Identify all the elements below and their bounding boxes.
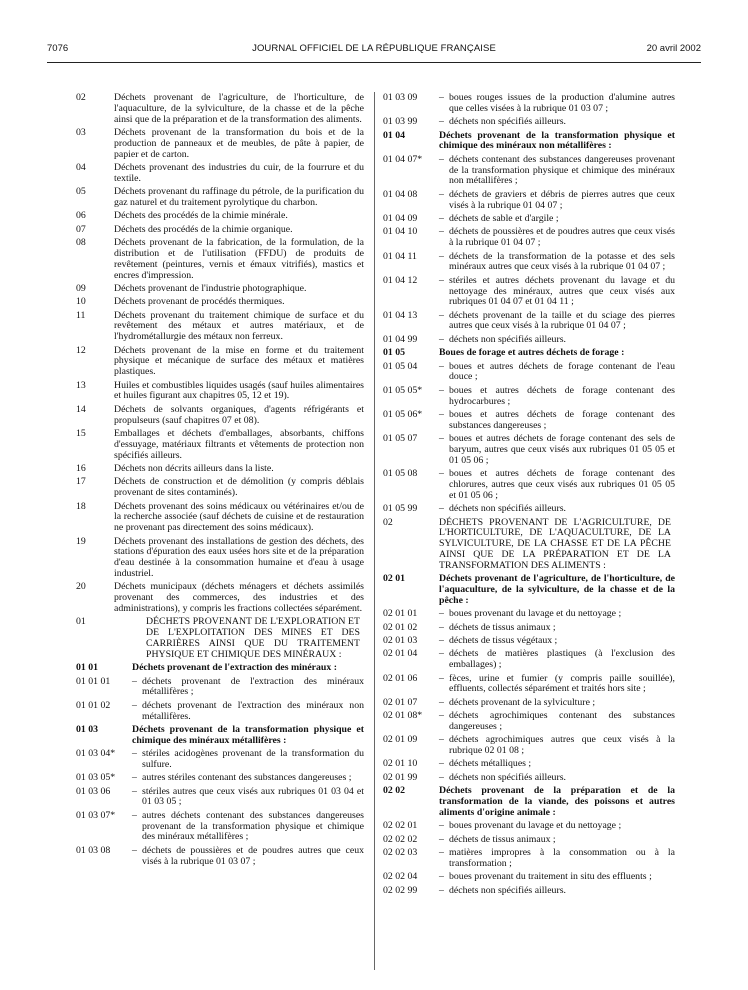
list-item [76,381,364,403]
waste-description [439,252,675,274]
waste-description [439,759,675,770]
waste-text: boues provenant du lavage et du nettoyage ; [449,820,622,832]
waste-description [132,811,364,843]
waste-description [439,190,675,212]
list-item [383,759,675,770]
column-divider [374,92,375,970]
waste-code: 01 [76,616,86,628]
dash-marker: – [439,116,444,128]
waste-text: matières impropres à la consommation ou à la transformation ; [449,847,675,869]
waste-code: 20 [76,581,86,593]
list-item [76,297,364,308]
waste-description: Déchets provenant de la transformation physique et chimique des minéraux métallifères : [132,723,364,746]
waste-code: 01 05 07 [383,433,418,445]
waste-code: 02 01 02 [383,621,418,633]
dash-marker: – [439,820,444,832]
waste-description: Déchets provenant de la mise en forme et du traitement physique et mécanique de surface des métaux et matières plastiques. [114,344,364,378]
right-column [383,93,675,899]
dash-marker: – [132,785,137,797]
dash-marker: – [132,772,137,784]
dash-marker: – [439,92,444,103]
waste-description: Déchets provenant de l'agriculture, de l'horticulture, de l'aquaculture, de la sylviculture, de la chasse et de la pêche : [439,573,675,606]
list-item [383,636,675,647]
waste-code: 01 04 07* [383,153,423,165]
waste-text: stériles autres que ceux visés aux rubriques 01 03 04 et 01 03 05 ; [142,785,364,808]
list-item [383,117,675,128]
waste-description [439,821,675,832]
waste-description [132,846,364,868]
waste-code: 01 04 [383,129,406,141]
waste-code: 01 05 [383,347,406,359]
waste-code: 02 01 07 [383,696,418,708]
list-item [383,698,675,709]
list-item [383,214,675,225]
waste-text: déchets de matières plastiques (à l'exclusion des emballages) ; [449,648,675,671]
dash-marker: – [439,468,444,480]
dash-marker: – [439,153,444,165]
waste-code: 01 03 [76,723,99,735]
waste-code: 13 [76,379,86,391]
list-item [76,225,364,236]
list-item [383,674,675,696]
section-heading [383,131,675,153]
waste-code: 01 03 99 [383,116,418,128]
list-item [383,469,675,501]
waste-description: Déchets provenant des soins médicaux ou vétérinaires et/ou de la recherche associée (sauf déchets de cuisine et de restauration ne provenant pas directement des soins médicaux). [114,500,364,534]
waste-text: déchets provenant de la taille et du sciage des pierres autres que ceux visés à la rubrique 01 04 07 ; [449,309,675,332]
waste-code: 02 02 02 [383,833,418,845]
page-number: 7076 [47,43,69,54]
waste-description: Déchets provenant de la préparation et de la transformation de la viande, des poissons et autres aliments d'origine animale : [439,785,675,818]
waste-text: déchets agrochimiques contenant des substances dangereuses ; [449,710,675,732]
dash-marker: – [132,675,137,687]
waste-text: fèces, urine et fumier (y compris paille souillée), effluents, collectés séparément et traités hors site ; [449,672,675,695]
list-item [383,504,675,515]
waste-description: Déchets provenant du traitement chimique de surface et du revêtement des métaux et autres matériaux, et de l'hydrométallurgie des métaux non ferreux. [114,309,364,343]
waste-description: Déchets non décrits ailleurs dans la liste. [114,463,274,475]
waste-text: boues et autres déchets de forage contenant de l'eau douce ; [449,360,675,383]
waste-text: déchets non spécifiés ailleurs. [449,771,566,783]
dash-marker: – [439,648,444,660]
waste-description [439,311,675,333]
waste-code: 07 [76,223,86,235]
waste-description: Déchets provenant de l'extraction des minéraux : [132,662,337,674]
waste-description [439,469,675,501]
chapter-heading [383,518,675,572]
dash-marker: – [439,847,444,858]
waste-code: 02 02 01 [383,820,418,832]
waste-code: 08 [76,237,86,249]
waste-text: boues rouges issues de la production d'alumine autres que celles visées à la rubrique 01 03 07 ; [449,92,675,114]
waste-text: déchets de la transformation de la potasse et des sels minéraux autres que ceux visés à la rubrique 01 04 07 ; [449,250,675,273]
dash-marker: – [439,188,444,200]
waste-text: déchets de poussières et de poudres autres que ceux visés à la rubrique 01 04 07 ; [449,226,675,249]
list-item [383,362,675,384]
dash-marker: – [439,734,444,746]
list-item [383,227,675,249]
list-item [383,410,675,432]
waste-description [439,848,675,870]
journal-title: JOURNAL OFFICIEL DE LA RÉPUBLIQUE FRANÇAISE [252,43,496,54]
list-item [383,252,675,274]
dash-marker: – [132,809,137,821]
waste-description [439,117,675,128]
dash-marker: – [439,758,444,770]
waste-description [439,214,675,225]
waste-code: 01 03 04* [76,748,116,760]
waste-code: 10 [76,296,86,308]
dash-marker: – [439,634,444,646]
waste-code: 02 01 01 [383,608,418,620]
waste-description [439,434,675,466]
waste-code: 02 02 03 [383,847,418,858]
dash-marker: – [439,360,444,372]
section-heading [383,348,675,359]
list-item [383,276,675,308]
waste-description: Déchets municipaux (déchets ménagers et déchets assimilés provenant des commerces, des industries et des administrations), y compris les fractions collectées séparément. [114,581,364,614]
waste-text: autres déchets contenant des substances dangereuses provenant de la transformation physique et chimique des minéraux métallifères ; [142,809,364,843]
list-item [76,582,364,614]
waste-description [439,872,675,883]
list-item [383,434,675,466]
waste-code: 02 01 04 [383,648,418,660]
dash-marker: – [132,844,137,856]
section-heading [76,663,364,674]
waste-code: 01 05 04 [383,360,418,372]
waste-code: 18 [76,500,86,512]
dash-marker: – [439,696,444,708]
header-rule [47,62,701,63]
list-item [383,773,675,784]
dash-marker: – [439,710,444,722]
list-item [76,464,364,475]
dash-marker: – [439,833,444,845]
dash-marker: – [439,608,444,620]
list-item [383,623,675,634]
chapter-heading [76,617,364,660]
dash-marker: – [439,333,444,345]
list-item [76,846,364,868]
waste-description [439,93,675,115]
waste-description [439,735,675,757]
waste-text: boues provenant du traitement in situ des effluents ; [449,871,652,883]
waste-text: boues provenant du lavage et du nettoyage ; [449,608,622,620]
waste-description [439,886,675,897]
list-item [383,886,675,897]
waste-description: Déchets de solvants organiques, d'agents réfrigérants et propulseurs (sauf chapitres 07 et 08). [114,403,364,426]
waste-description [439,623,675,634]
list-item [383,155,675,187]
waste-description [439,386,675,408]
waste-code: 09 [76,282,86,294]
dash-marker: – [439,226,444,238]
waste-text: déchets provenant de l'extraction des minéraux non métallifères. [142,699,364,722]
dash-marker: – [439,871,444,883]
waste-text: boues et autres déchets de forage contenant des hydrocarbures ; [449,384,675,407]
waste-description: Déchets provenant du raffinage du pétrole, de la purification du gaz naturel et du traitement pyrolytique du charbon. [114,186,364,208]
waste-description: Déchets provenant de l'agriculture, de l'horticulture, de l'aquaculture, de la sylviculture, de la chasse et de la pêche ainsi que de la préparation et de la transformation des aliments. [114,92,364,125]
waste-text: déchets non spécifiés ailleurs. [449,333,566,345]
waste-code: 01 03 09 [383,92,418,103]
waste-code: 02 02 99 [383,884,418,896]
waste-text: déchets métalliques ; [449,758,532,770]
waste-code: 01 05 06* [383,409,423,421]
waste-description [439,674,675,696]
waste-text: boues et autres déchets de forage contenant des sels de baryum, autres que ceux visés aux rubriques 01 05 05 et 01 05 06 ; [449,433,675,466]
dash-marker: – [439,433,444,445]
waste-text: stériles acidogènes provenant de la transformation du sulfure. [142,748,364,770]
waste-text: autres stériles contenant des substances dangereuses ; [142,772,352,784]
waste-text: boues et autres déchets de forage contenant des substances dangereuses ; [449,409,675,431]
waste-description [439,711,675,733]
waste-description: Emballages et déchets d'emballages, absorbants, chiffons d'essuyage, matériaux filtrants et vêtements de protection non spécifiés ailleurs. [114,428,364,461]
waste-code: 04 [76,161,86,173]
waste-code: 02 01 09 [383,734,418,746]
waste-description: Déchets provenant de l'industrie photographique. [114,282,307,294]
waste-text: déchets provenant de la sylviculture ; [449,696,596,708]
dash-marker: – [439,384,444,396]
waste-description [439,276,675,308]
waste-code: 01 04 99 [383,333,418,345]
list-item [76,93,364,125]
waste-description [132,701,364,723]
list-item [76,284,364,295]
waste-description: Huiles et combustibles liquides usagés (sauf huiles alimentaires et huiles figurant aux chapitres 05, 12 et 19). [114,379,364,402]
waste-description: DÉCHETS PROVENANT DE L'AGRICULTURE, DE L'HORTICULTURE, DE L'AQUACULTURE, DE LA SYLVICULTURE, DE LA CHASSE ET DE LA PÊCHE AINSI QUE DE LA PRÉPARATION ET DE LA TRANSFORMATION DES ALIMENTS : [439,516,671,571]
waste-description [439,155,675,187]
waste-code: 01 04 11 [383,250,417,262]
waste-code: 12 [76,344,86,356]
waste-description: Déchets provenant de la transformation physique et chimique des minéraux non métallifères : [439,129,675,152]
waste-code: 02 02 [383,785,406,797]
waste-description [132,773,364,784]
waste-text: déchets non spécifiés ailleurs. [449,116,566,128]
list-item [383,711,675,733]
dash-marker: – [439,274,444,286]
list-item [76,405,364,427]
waste-description [439,698,675,709]
waste-text: déchets de tissus végétaux ; [449,634,558,646]
waste-description [439,362,675,384]
dash-marker: – [439,250,444,262]
dash-marker: – [439,771,444,783]
list-item [76,749,364,771]
waste-text: déchets non spécifiés ailleurs. [449,884,566,896]
waste-description: Déchets provenant de procédés thermiques. [114,296,285,308]
list-item [76,311,364,343]
list-item [383,311,675,333]
list-item [76,701,364,723]
list-item [383,609,675,620]
waste-text: déchets non spécifiés ailleurs. [449,503,566,515]
list-item [76,773,364,784]
waste-code: 01 03 07* [76,809,116,821]
list-item [383,872,675,883]
dash-marker: – [439,309,444,321]
waste-description [439,227,675,249]
waste-code: 02 [76,92,86,103]
list-item [76,811,364,843]
waste-code: 01 05 99 [383,503,418,515]
waste-text: boues et autres déchets de forage contenant des chlorures, autres que ceux visés aux rubriques 01 05 05 et 01 05 06 ; [449,468,675,501]
waste-code: 01 04 08 [383,188,418,200]
waste-code: 01 03 08 [76,844,111,856]
waste-code: 02 [383,516,393,528]
waste-code: 02 01 08* [383,710,423,722]
waste-code: 19 [76,535,86,547]
waste-code: 02 01 [383,573,406,585]
issue-date: 20 avril 2002 [646,43,701,54]
dash-marker: – [439,503,444,515]
waste-code: 17 [76,476,86,488]
section-heading [383,786,675,818]
waste-description [439,636,675,647]
waste-code: 02 01 03 [383,634,418,646]
waste-code: 01 01 01 [76,675,111,687]
dash-marker: – [132,748,137,760]
list-item [76,187,364,209]
left-column [76,93,364,870]
list-item [383,821,675,832]
waste-text: déchets de graviers et débris de pierres autres que ceux visés à la rubrique 01 04 07 ; [449,188,675,211]
list-item [76,238,364,281]
list-item [76,787,364,809]
section-heading [383,574,675,606]
waste-text: déchets contenant des substances dangereuses provenant de la transformation physique et chimique des minéraux non métallifères ; [449,153,675,187]
list-item [383,649,675,671]
waste-description: Déchets de construction et de démolition (y compris déblais provenant de sites contaminés). [114,476,364,499]
waste-code: 02 01 10 [383,758,418,770]
list-item [76,211,364,222]
list-item [76,163,364,185]
waste-code: 02 01 06 [383,672,418,684]
waste-code: 16 [76,463,86,475]
waste-description: Déchets des procédés de la chimie minérale. [114,210,288,222]
waste-description: Déchets des procédés de la chimie organique. [114,223,293,235]
waste-description [132,787,364,809]
waste-description [439,649,675,671]
waste-code: 01 03 05* [76,772,116,784]
waste-description [439,335,675,346]
waste-description [132,749,364,771]
waste-code: 02 02 04 [383,871,418,883]
waste-code: 01 05 05* [383,384,423,396]
waste-code: 15 [76,428,86,440]
list-item [76,537,364,580]
dash-marker: – [132,699,137,711]
waste-text: déchets de sable et d'argile ; [449,212,559,224]
waste-code: 01 01 02 [76,699,111,711]
list-item [76,677,364,699]
waste-description [439,773,675,784]
list-item [383,735,675,757]
waste-description [439,609,675,620]
waste-code: 11 [76,309,86,321]
waste-code: 01 04 13 [383,309,418,321]
waste-text: déchets de tissus animaux ; [449,833,556,845]
list-item [76,477,364,499]
waste-code: 01 04 09 [383,212,418,224]
list-item [76,502,364,534]
waste-code: 14 [76,403,86,415]
dash-marker: – [439,672,444,684]
waste-description [439,835,675,846]
list-item [76,128,364,160]
dash-marker: – [439,212,444,224]
waste-code: 01 03 06 [76,785,111,797]
dash-marker: – [439,409,444,421]
waste-text: déchets provenant de l'extraction des minéraux métallifères ; [142,675,364,698]
waste-description: Déchets provenant de la fabrication, de la formulation, de la distribution et de l'utilisation (FFDU) de produits de revêtement (peintures, vernis et émaux vitrifiés), mastics et encres d'impression. [114,237,364,281]
waste-description [439,410,675,432]
dash-marker: – [439,621,444,633]
waste-description: DÉCHETS PROVENANT DE L'EXPLORATION ET DE L'EXPLOITATION DES MINES ET DES CARRIÈRES AINSI QUE DU TRAITEMENT PHYSIQUE ET CHIMIQUE DES MINÉRAUX : [146,616,360,660]
waste-description [439,504,675,515]
waste-code: 02 01 99 [383,771,418,783]
list-item [76,429,364,461]
waste-code: 05 [76,186,86,198]
waste-description: Boues de forage et autres déchets de forage : [439,347,625,359]
list-item [383,93,675,115]
waste-text: stériles et autres déchets provenant du lavage et du nettoyage des minéraux, autres que ceux visés aux rubriques 01 04 07 et 01 04 11 ; [449,274,675,308]
waste-description: Déchets provenant de la transformation du bois et de la production de panneaux et de meubles, de pâte à papier, de papier et de carton. [114,126,364,160]
waste-description: Déchets provenant des installations de gestion des déchets, des stations d'épuration des eaux usées hors site et de la préparation d'eau destinée à la consommation humaine et d'eau à usage industriel. [114,535,364,579]
waste-text: déchets de tissus animaux ; [449,621,556,633]
waste-code: 01 01 [76,662,99,674]
section-heading [76,725,364,747]
waste-code: 06 [76,210,86,222]
waste-text: déchets de poussières et de poudres autres que ceux visés à la rubrique 01 03 07 ; [142,844,364,867]
list-item [76,346,364,378]
waste-text: déchets agrochimiques autres que ceux visés à la rubrique 02 01 08 ; [449,734,675,757]
list-item [383,848,675,870]
waste-code: 03 [76,126,86,138]
list-item [383,190,675,212]
list-item [383,835,675,846]
list-item [383,335,675,346]
waste-code: 01 05 08 [383,468,418,480]
waste-code: 01 04 10 [383,226,418,238]
waste-description: Déchets provenant des industries du cuir, de la fourrure et du textile. [114,161,364,184]
list-item [383,386,675,408]
waste-description [132,677,364,699]
dash-marker: – [439,884,444,896]
waste-code: 01 04 12 [383,274,418,286]
